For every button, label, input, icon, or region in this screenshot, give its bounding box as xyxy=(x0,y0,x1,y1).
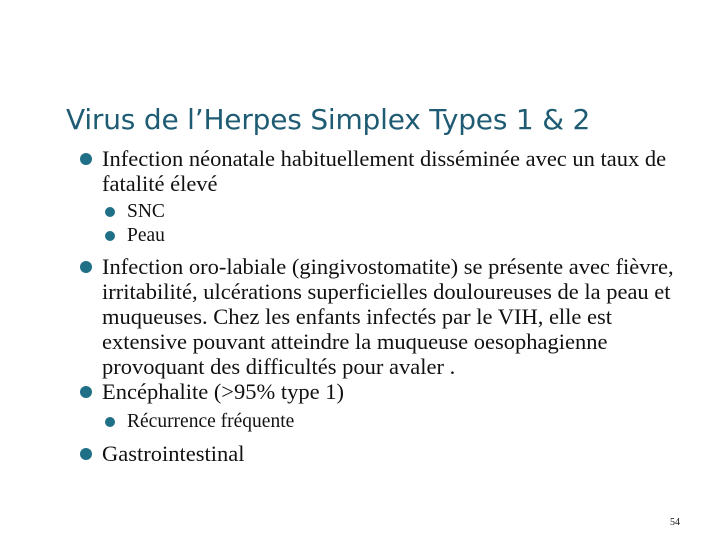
slide-title: Virus de l’Herpes Simplex Types 1 & 2 xyxy=(66,103,591,136)
sub-bullet-text: SNC xyxy=(127,201,165,222)
bullet-dot-icon xyxy=(80,153,92,165)
sub-bullet-item xyxy=(105,410,702,434)
bullet-text: Infection néonatale habituellement disséminée avec un taux de fatalité élevé xyxy=(102,146,667,196)
sub-bullet-item xyxy=(105,224,702,248)
bullet-item xyxy=(80,379,702,404)
bullet-list xyxy=(80,146,702,466)
bullet-dot-icon xyxy=(105,417,115,427)
bullet-dot-icon xyxy=(105,231,115,241)
sub-bullet-text: Peau xyxy=(127,225,165,246)
bullet-dot-icon xyxy=(105,207,115,217)
bullet-dot-icon xyxy=(80,261,92,273)
bullet-item xyxy=(80,254,702,379)
bullet-item xyxy=(80,441,702,466)
bullet-text: Infection oro-labiale (gingivostomatite) se présente avec fièvre, irritabilité, ulcérations superficielles douloureuses de la peau et muqueuses. Chez les enfants infectés par le VIH, elle est extensive pouvant atteindre la muqueuse oesophagienne provoquant des difficultés pour avaler . xyxy=(102,254,674,379)
bullet-dot-icon xyxy=(80,386,92,398)
sub-bullet-text: Récurrence fréquente xyxy=(127,411,295,432)
bullet-item xyxy=(80,146,702,196)
bullet-dot-icon xyxy=(80,448,92,460)
sub-bullet-item xyxy=(105,200,702,224)
page-number: 54 xyxy=(670,517,680,528)
bullet-text: Encéphalite (>95% type 1) xyxy=(102,379,344,404)
bullet-text: Gastrointestinal xyxy=(102,441,245,466)
